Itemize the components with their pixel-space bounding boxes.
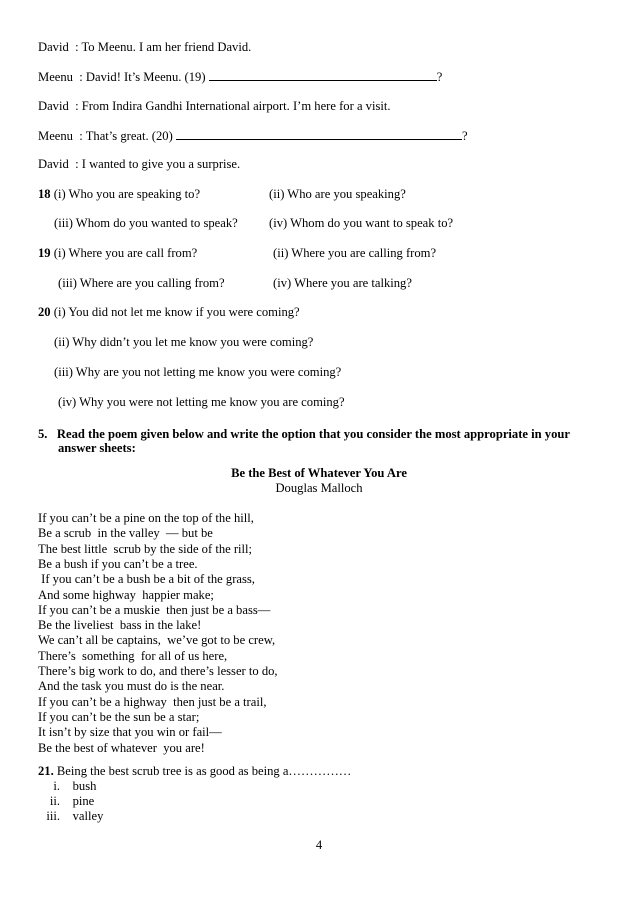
section-5-instruction-cont: [58, 441, 136, 456]
q19-option-4: [273, 276, 412, 291]
option-text: (iii) Where are you calling from?: [58, 276, 225, 290]
option-text: (iv) Why you were not letting me know you are coming?: [58, 395, 345, 409]
poem-author: Douglas Malloch: [275, 481, 363, 495]
poem-line: If you can’t be a bush be a bit of the grass,: [38, 572, 255, 587]
instruction-text: Read the poem given below and write the option that you consider the most appropriate in your: [56, 427, 570, 441]
poem-line: It isn’t by size that you win or fail—: [38, 725, 222, 740]
poem-line: There’s something for all of us here,: [38, 648, 228, 663]
option-text: valley: [72, 809, 104, 823]
poem-line: We can’t all be captains, we’ve got to be crew,: [38, 633, 276, 648]
option-text: bush: [72, 779, 97, 793]
option-text: (i) Who you are speaking to?: [53, 187, 201, 201]
dialogue-text: : That’s great. (20): [79, 129, 173, 143]
poem-line: If you can’t be a muskie then just be a bass—: [38, 602, 271, 617]
question-number: 21.: [38, 764, 54, 778]
poem-line: Be the best of whatever you are!: [38, 740, 205, 755]
poem-line: If you can’t be a pine on the top of the hill,: [38, 511, 254, 525]
option-text: (iv) Whom do you want to speak to?: [269, 216, 454, 230]
option-label: ii.: [49, 794, 60, 808]
poem-title: Be the Best of Whatever You Are: [231, 466, 407, 480]
section-5-instruction: [38, 427, 570, 442]
question-mark: ?: [436, 70, 443, 84]
question-number: 20: [38, 305, 51, 319]
dialogue-line-2: [38, 69, 442, 85]
q19-option-2: [273, 246, 436, 261]
answer-blank: [176, 128, 462, 140]
q20-option-4: [58, 395, 345, 410]
dialogue-text: : I wanted to give you a surprise.: [75, 157, 241, 171]
speaker-name: Meenu: [38, 70, 73, 84]
option-text: (iii) Why are you not letting me know you were coming?: [54, 365, 342, 379]
option-text: (i) Where you are call from?: [53, 246, 198, 260]
answer-blank: [209, 69, 437, 81]
q20-option-1: [38, 305, 300, 320]
page-number: 4: [315, 838, 323, 852]
q20-option-3: [54, 365, 341, 380]
option-text: (ii) Where you are calling from?: [273, 246, 437, 260]
q18-option-4: [269, 216, 453, 231]
speaker-name: David: [38, 99, 69, 113]
poem-line: If you can’t be the sun be a star;: [38, 709, 200, 724]
dialogue-text: : David! It’s Meenu. (19): [79, 70, 206, 84]
dialogue-text: : To Meenu. I am her friend David.: [75, 40, 252, 54]
poem-line: Be a scrub in the valley — but be: [38, 526, 213, 541]
option-text: (i) You did not let me know if you were coming?: [53, 305, 300, 319]
question-number: 18: [38, 187, 51, 201]
dialogue-line-3: [38, 99, 391, 114]
question-mark: ?: [461, 129, 468, 143]
dialogue-line-1: [38, 40, 251, 55]
q21-option-1: [38, 779, 96, 794]
option-text: (iii) Whom do you wanted to speak?: [54, 216, 238, 230]
q19-row-1: [38, 246, 197, 261]
option-label: iii.: [46, 809, 60, 823]
dialogue-text: : From Indira Gandhi International airport. I’m here for a visit.: [75, 99, 391, 113]
section-number: 5.: [38, 427, 48, 441]
instruction-text: answer sheets:: [58, 441, 136, 455]
q21-question: [38, 764, 351, 779]
q21-option-3: [38, 809, 103, 824]
q18-option-3: [54, 216, 238, 231]
poem-line: The best little scrub by the side of the rill;: [38, 541, 253, 556]
poem-line: If you can’t be a highway then just be a trail,: [38, 694, 267, 709]
dialogue-line-4: [38, 128, 468, 144]
poem-line: Be a bush if you can’t be a tree.: [38, 556, 198, 571]
question-text: Being the best scrub tree is as good as being a……………: [56, 764, 352, 778]
option-text: (ii) Why didn’t you let me know you were coming?: [54, 335, 314, 349]
poem-line: And the task you must do is the near.: [38, 679, 225, 694]
option-text: (ii) Who are you speaking?: [269, 187, 406, 201]
poem-line: There’s big work to do, and there’s lesser to do,: [38, 664, 278, 678]
option-text: (iv) Where you are talking?: [273, 276, 412, 290]
q18-row-1: [38, 187, 200, 202]
q21-option-2: [38, 794, 94, 809]
q20-option-2: [54, 335, 313, 350]
dialogue-line-5: [38, 157, 240, 172]
option-text: pine: [72, 794, 95, 808]
q18-option-2: [269, 187, 406, 202]
speaker-name: Meenu: [38, 129, 73, 143]
speaker-name: David: [38, 157, 69, 171]
question-number: 19: [38, 246, 51, 260]
q19-option-3: [58, 276, 225, 291]
speaker-name: David: [38, 40, 69, 54]
poem-line: Be the liveliest bass in the lake!: [38, 618, 202, 633]
option-label: i.: [53, 779, 60, 793]
poem-line: And some highway happier make;: [38, 587, 214, 602]
